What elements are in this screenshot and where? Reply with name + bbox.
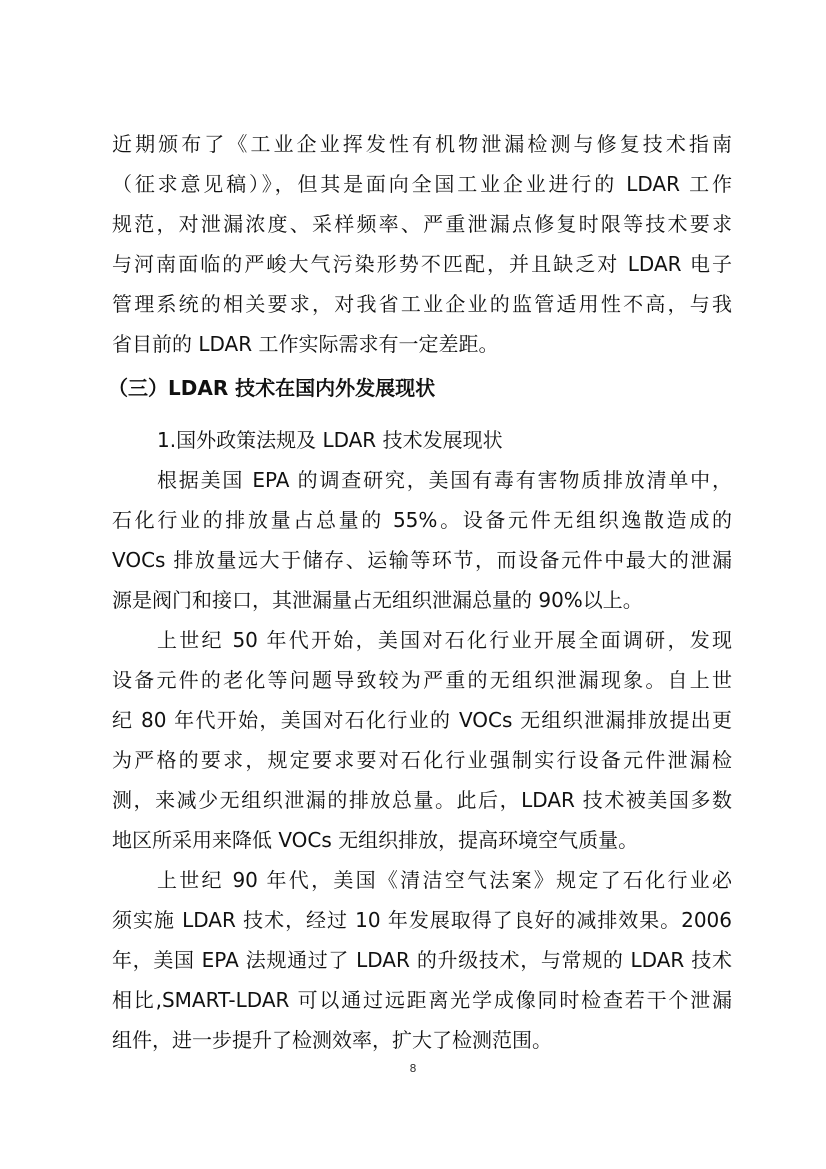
- text-line: （征求意见稿）》，但其是面向全国工业企业进行的 LDAR 工作: [112, 172, 732, 196]
- text-line: VOCs 排放量远大于储存、运输等环节，而设备元件中最大的泄漏: [112, 548, 732, 572]
- text-line: 组件，进一步提升了检测效率，扩大了检测范围。: [112, 1028, 552, 1052]
- text-line: 源是阀门和接口，其泄漏量占无组织泄漏总量的 90%以上。: [112, 588, 643, 612]
- text-line: 测，来减少无组织泄漏的排放总量。此后，LDAR 技术被美国多数: [112, 788, 732, 812]
- text-line: 上世纪 50 年代开始，美国对石化行业开展全面调研，发现: [157, 628, 732, 652]
- text-line: 纪 80 年代开始，美国对石化行业的 VOCs 无组织泄漏排放提出更: [112, 708, 732, 732]
- text-line: 设备元件的老化等问题导致较为严重的无组织泄漏现象。自上世: [112, 668, 732, 692]
- text-line: 省目前的 LDAR 工作实际需求有一定差距。: [112, 332, 499, 356]
- section-heading: （三）LDAR 技术在国内外发展现状: [108, 376, 436, 400]
- text-line: 为严格的要求，规定要求要对石化行业强制实行设备元件泄漏检: [112, 748, 732, 772]
- text-line: 须实施 LDAR 技术，经过 10 年发展取得了良好的减排效果。2006: [112, 908, 732, 932]
- subheading: 1.国外政策法规及 LDAR 技术发展现状: [157, 428, 503, 452]
- text-line: 根据美国 EPA 的调查研究，美国有毒有害物质排放清单中，: [157, 468, 732, 492]
- text-line: 规范，对泄漏浓度、采样频率、严重泄漏点修复时限等技术要求: [112, 212, 732, 236]
- text-line: 地区所采用来降低 VOCs 无组织排放，提高环境空气质量。: [112, 828, 639, 852]
- text-line: 上世纪 90 年代，美国《清洁空气法案》规定了石化行业必: [157, 868, 732, 892]
- page-number: 8: [409, 1062, 417, 1075]
- text-line: 与河南面临的严峻大气污染形势不匹配，并且缺乏对 LDAR 电子: [112, 252, 732, 276]
- text-line: 管理系统的相关要求，对我省工业企业的监管适用性不高，与我: [112, 292, 732, 316]
- text-line: 相比,SMART-LDAR 可以通过远距离光学成像同时检查若干个泄漏: [112, 988, 732, 1012]
- text-line: 近期颁布了《工业企业挥发性有机物泄漏检测与修复技术指南: [112, 132, 732, 156]
- text-line: 石化行业的排放量占总量的 55%。设备元件无组织逸散造成的: [112, 508, 732, 532]
- text-line: 年，美国 EPA 法规通过了 LDAR 的升级技术，与常规的 LDAR 技术: [112, 948, 732, 972]
